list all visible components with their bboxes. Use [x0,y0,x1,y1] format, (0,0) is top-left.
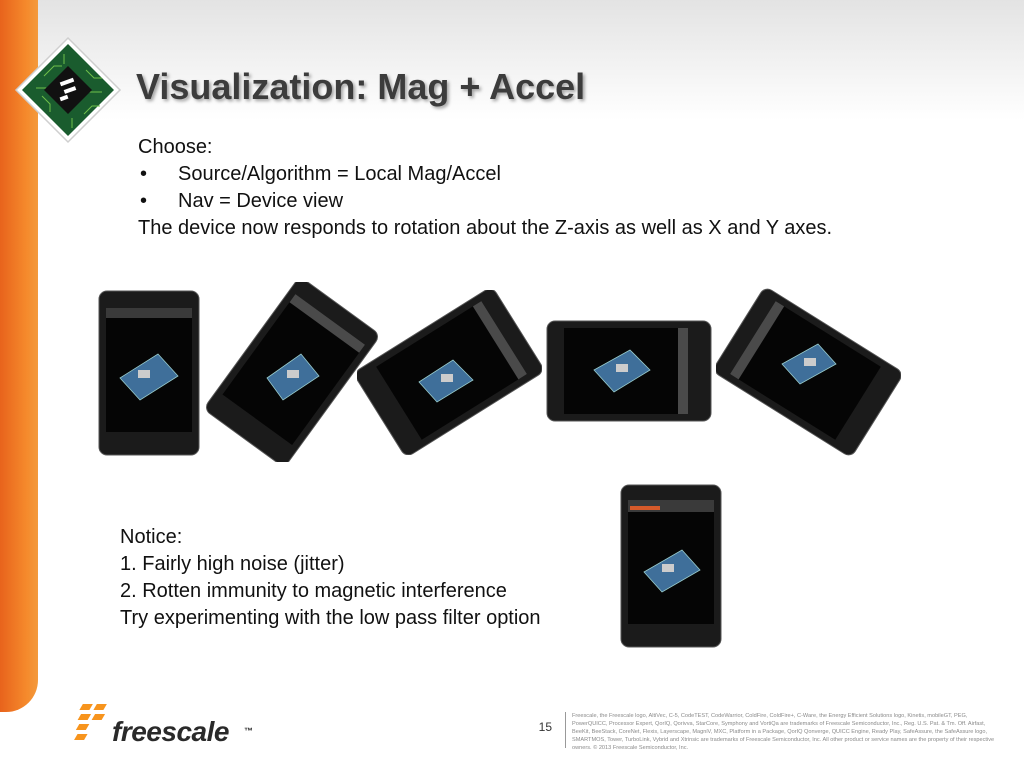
footer-legal-text: Freescale, the Freescale logo, AltiVec, C-5, CodeTEST, CodeWarrior, ColdFire, ColdFire+, C-Ware, the Energy Efficient Solutions logo, Kinetis, mobileGT, PEG, PowerQUICC, Processor Expert, QorIQ, Qorivva, StarCore, Symphony and VortiQa are trademarks of Freescale Semiconductor, Inc., Reg. U.S. Pat. & Tm. Off. Airfast, BeeKit, BeeStack, CoreNet, Flexis, Layerscape, MagniV, MXC, Platform in a Package, QorIQ Qonverge, QUICC Engine, Ready Play, SafeAssure, the SafeAssure logo, SMARTMOS, Tower, TurboLink, Vybrid and Xtrinsic are trademarks of Freescale Semiconductor, Inc. All other product or service names are the property of their respective owners. © 2013 Freescale Semiconductor, Inc. [572,713,995,751]
bullet-item [138,161,958,188]
choose-summary: The device now responds to rotation about the Z-axis as well as X and Y axes. [138,217,833,239]
tablet-device-tilted [716,288,901,456]
footer-divider [565,712,566,748]
notice-tip: Try experimenting with the low pass filter option [120,607,541,629]
bullet-text: Nav = Device view [178,190,344,212]
choose-section [138,134,958,242]
tablet-device-landscape [546,320,712,422]
page-number: 15 [538,720,552,734]
notice-heading: Notice: [120,526,183,548]
bullet-text: Source/Algorithm = Local Mag/Accel [178,163,501,185]
tablet-device-portrait [620,484,722,648]
slide-title: Visualization: Mag + Accel [136,66,586,107]
tablet-device-portrait [98,290,200,456]
freescale-wordmark: freescale [112,716,229,747]
notice-section [120,524,620,632]
notice-item: 2. Rotten immunity to magnetic interference [120,580,507,602]
bullet-item [138,188,958,215]
choose-heading: Choose: [138,136,213,158]
tablet-device-tilted [205,282,380,462]
trademark-symbol: ™ [244,726,253,736]
tablet-device-tilted [357,290,542,455]
bullet-mark: • [140,190,148,212]
notice-item: 1. Fairly high noise (jitter) [120,553,345,575]
freescale-chip-logo-icon [14,36,122,144]
bullet-mark: • [140,163,148,185]
